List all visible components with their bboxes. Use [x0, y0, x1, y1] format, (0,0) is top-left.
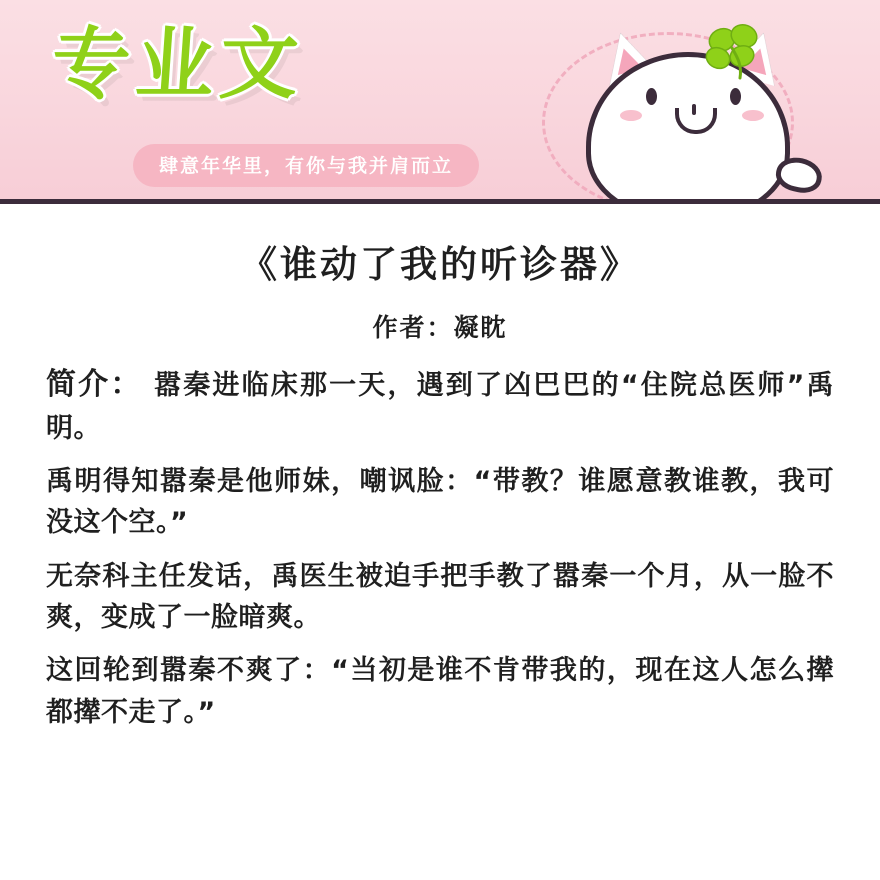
summary-paragraph-2: 禹明得知嚣秦是他师妹，嘲讽脸：“带教？谁愿意教谁教，我可没这个空。”	[46, 466, 834, 539]
author-line	[0, 308, 880, 344]
banner-title: 专业文	[48, 20, 308, 110]
summary-paragraph-3: 无奈科主任发话，禹医生被迫手把手教了嚣秦一个月，从一脸不爽，变成了一脸暗爽。	[46, 560, 834, 634]
banner-subtitle-pill: 肆意年华里，有你与我并肩而立	[133, 144, 479, 187]
cat-blush-left	[620, 110, 642, 121]
summary-label: 简介：	[46, 367, 143, 402]
summary-paragraph-1	[46, 362, 834, 449]
summary-paragraph-4: 这回轮到嚣秦不爽了：“当初是谁不肯带我的，现在这人怎么撵都撵不走了。”	[46, 655, 834, 728]
cat-eye-left	[646, 88, 657, 105]
cat-mascot	[520, 10, 860, 204]
cat-blush-right	[742, 110, 764, 121]
summary-block	[46, 362, 834, 733]
header-banner	[0, 0, 880, 204]
document-body	[0, 204, 880, 745]
clover-icon	[698, 18, 768, 85]
summary-text-1: 嚣秦进临床那一天，遇到了凶巴巴的“住院总医师”禹明。	[46, 370, 834, 444]
author-label: 作者：	[372, 313, 454, 342]
cat-eye-right	[730, 88, 741, 105]
page-title: 《谁动了我的听诊器》	[240, 243, 640, 286]
author-name: 凝眈	[453, 313, 508, 342]
